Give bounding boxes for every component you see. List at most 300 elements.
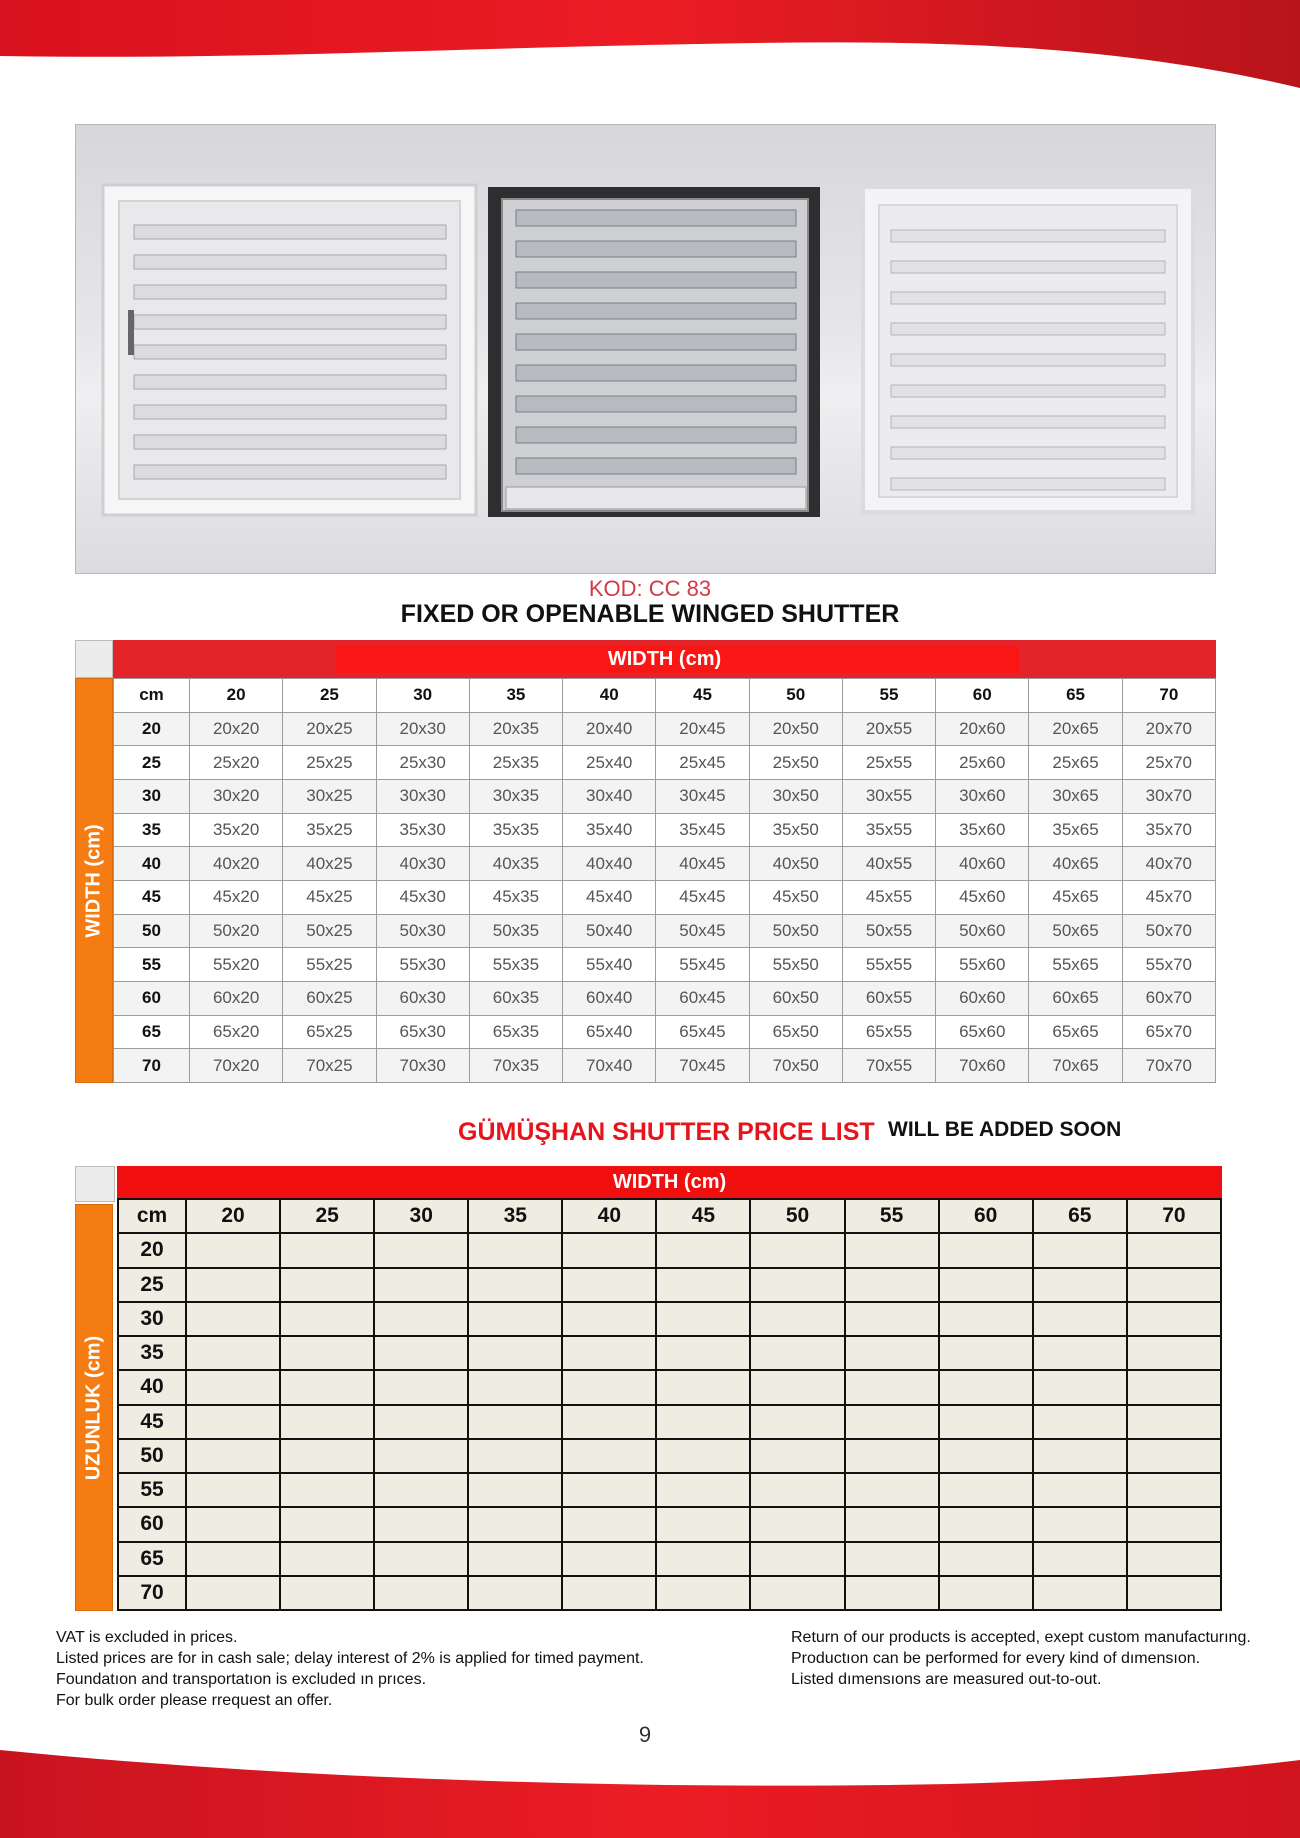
price-cell [186,1405,280,1439]
notes-right [791,1627,1251,1690]
price-grid [117,1198,1222,1611]
shutter-slat [134,345,446,359]
size-cell: 35x60 [936,813,1029,847]
size-cell: 45x35 [469,880,562,914]
size-cell: 45x55 [842,880,935,914]
table-row [118,1473,1221,1507]
size-cell: 50x20 [190,914,283,948]
price-cell [186,1507,280,1541]
size-cell: 55x50 [749,948,842,982]
size-cell: 45x65 [1029,880,1122,914]
size-cell: 65x25 [283,1015,376,1049]
size-cell: 65x60 [936,1015,1029,1049]
row-header: 20 [118,1233,186,1267]
corner-cell: cm [114,679,190,713]
price-cell [280,1405,374,1439]
price-cell [845,1336,939,1370]
price-cell [1127,1439,1221,1473]
size-cell: 55x35 [469,948,562,982]
note-line: Listed prices are for in cash sale; delay interest of 2% is applied for timed payment. [56,1650,644,1667]
shutter-middle-icon [488,187,820,517]
table-row [118,1405,1221,1439]
price-cell [656,1576,750,1610]
price-list-heading: GÜMÜŞHAN SHUTTER PRICE LIST [458,1118,875,1146]
price-cell [1033,1542,1127,1576]
shutter-slat [134,225,446,239]
column-header: 40 [562,1199,656,1233]
size-cell: 60x45 [656,981,749,1015]
size-cell: 35x70 [1122,813,1215,847]
table-row [118,1370,1221,1404]
price-cell [1127,1302,1221,1336]
price-cell [656,1370,750,1404]
price-cell [280,1336,374,1370]
price-cell [845,1370,939,1404]
price-cell [186,1370,280,1404]
price-cell [280,1370,374,1404]
price-cell [1033,1302,1127,1336]
price-cell [1033,1576,1127,1610]
price-cell [186,1439,280,1473]
column-header: 35 [468,1199,562,1233]
shutter-slat [891,292,1165,304]
price-cell [468,1302,562,1336]
price-cell [750,1439,844,1473]
shutter-slat [134,255,446,269]
size-cell: 65x50 [749,1015,842,1049]
size-cell: 60x40 [563,981,656,1015]
size-cell: 70x55 [842,1049,935,1083]
shutter-slat [134,405,446,419]
size-cell: 35x55 [842,813,935,847]
row-header: 60 [118,1507,186,1541]
size-cell: 55x70 [1122,948,1215,982]
size-cell: 65x35 [469,1015,562,1049]
size-cell: 25x25 [283,746,376,780]
size-cell: 40x35 [469,847,562,881]
size-cell: 45x50 [749,880,842,914]
size-cell: 40x50 [749,847,842,881]
bottom-red-band [0,1740,1300,1838]
price-cell [1127,1473,1221,1507]
row-header: 65 [118,1542,186,1576]
price-cell [186,1542,280,1576]
price-table-side-label: UZUNLUK (cm) [75,1204,113,1611]
table-row [114,914,1216,948]
price-cell [280,1439,374,1473]
price-cell [280,1507,374,1541]
price-cell [374,1439,468,1473]
row-header: 45 [114,880,190,914]
size-cell: 20x35 [469,712,562,746]
price-cell [750,1405,844,1439]
size-cell: 55x60 [936,948,1029,982]
price-cell [656,1233,750,1267]
price-cell [1033,1268,1127,1302]
column-header: 70 [1122,679,1215,713]
size-cell: 25x30 [376,746,469,780]
column-header: 60 [939,1199,1033,1233]
price-cell [374,1268,468,1302]
price-cell [1127,1507,1221,1541]
size-cell: 40x65 [1029,847,1122,881]
size-cell: 65x40 [563,1015,656,1049]
price-cell [1033,1507,1127,1541]
notes-left [56,1627,644,1711]
price-cell [1127,1336,1221,1370]
price-cell [939,1576,1033,1610]
size-cell: 30x60 [936,779,1029,813]
price-cell [845,1405,939,1439]
size-cell: 50x35 [469,914,562,948]
table-row [118,1576,1221,1610]
price-cell [186,1336,280,1370]
row-header: 55 [118,1473,186,1507]
size-cell: 55x40 [563,948,656,982]
size-cell: 20x60 [936,712,1029,746]
column-header: 45 [656,679,749,713]
size-cell: 30x55 [842,779,935,813]
price-cell [939,1439,1033,1473]
size-cell: 40x20 [190,847,283,881]
note-line: VAT is excluded in prices. [56,1629,238,1646]
table-row [118,1542,1221,1576]
row-header: 45 [118,1405,186,1439]
column-header: 30 [374,1199,468,1233]
column-header: 40 [563,679,656,713]
row-header: 35 [114,813,190,847]
product-title: FIXED OR OPENABLE WINGED SHUTTER [400,600,900,628]
size-cell: 35x30 [376,813,469,847]
price-cell [750,1268,844,1302]
price-cell [656,1405,750,1439]
table-row [114,779,1216,813]
price-cell [468,1439,562,1473]
price-cell [1127,1370,1221,1404]
size-cell: 25x70 [1122,746,1215,780]
column-header: 50 [749,679,842,713]
size-cell: 40x45 [656,847,749,881]
row-header: 25 [114,746,190,780]
shutter-slat [891,261,1165,273]
size-cell: 35x45 [656,813,749,847]
column-header: 55 [845,1199,939,1233]
column-header: 20 [186,1199,280,1233]
price-cell [1033,1336,1127,1370]
column-header: 65 [1033,1199,1127,1233]
price-cell [562,1439,656,1473]
table-row [118,1439,1221,1473]
price-cell [939,1370,1033,1404]
price-cell [280,1233,374,1267]
price-cell [468,1542,562,1576]
table-row [118,1233,1221,1267]
size-cell: 35x35 [469,813,562,847]
size-cell: 45x70 [1122,880,1215,914]
size-cell: 55x55 [842,948,935,982]
size-cell: 35x40 [563,813,656,847]
price-cell [1033,1405,1127,1439]
size-cell: 25x55 [842,746,935,780]
size-cell: 60x65 [1029,981,1122,1015]
price-cell [656,1507,750,1541]
price-cell [562,1576,656,1610]
row-header: 50 [114,914,190,948]
size-cell: 30x25 [283,779,376,813]
size-cell: 50x70 [1122,914,1215,948]
price-cell [280,1542,374,1576]
price-cell [656,1302,750,1336]
shutter-slat [516,334,796,350]
product-code: KOD: CC 83 [588,576,712,601]
shutter-left-icon [103,185,476,515]
size-cell: 55x65 [1029,948,1122,982]
size-cell: 65x70 [1122,1015,1215,1049]
column-header: 20 [190,679,283,713]
price-cell [750,1507,844,1541]
price-cell [750,1336,844,1370]
shutter-slat [516,396,796,412]
size-cell: 30x40 [563,779,656,813]
size-cell: 55x30 [376,948,469,982]
note-line: Return of our products is accepted, exept custom manufacturıng. [791,1629,1251,1646]
size-cell: 65x20 [190,1015,283,1049]
price-cell [280,1302,374,1336]
price-cell [468,1268,562,1302]
size-table [75,640,1216,1083]
shutter-slat [134,435,446,449]
table-row [118,1336,1221,1370]
table-row [118,1268,1221,1302]
size-cell: 30x30 [376,779,469,813]
price-cell [468,1233,562,1267]
size-cell: 40x40 [563,847,656,881]
size-cell: 40x55 [842,847,935,881]
size-cell: 60x60 [936,981,1029,1015]
price-cell [468,1405,562,1439]
row-header: 30 [118,1302,186,1336]
size-cell: 60x20 [190,981,283,1015]
product-photo [75,124,1216,574]
price-cell [1033,1370,1127,1404]
price-cell [939,1507,1033,1541]
price-cell [1127,1405,1221,1439]
column-header: 70 [1127,1199,1221,1233]
price-cell [374,1576,468,1610]
shutter-slat [516,365,796,381]
price-list-notice: WILL BE ADDED SOON [888,1118,1122,1141]
price-cell [656,1473,750,1507]
price-cell [750,1370,844,1404]
price-cell [186,1233,280,1267]
size-cell: 70x50 [749,1049,842,1083]
size-cell: 60x70 [1122,981,1215,1015]
price-cell [468,1370,562,1404]
price-cell [1127,1233,1221,1267]
price-cell [939,1542,1033,1576]
size-cell: 50x50 [749,914,842,948]
size-cell: 65x45 [656,1015,749,1049]
table-row [114,813,1216,847]
size-cell: 25x60 [936,746,1029,780]
price-table-header: WIDTH (cm) [117,1166,1222,1198]
size-cell: 25x65 [1029,746,1122,780]
size-cell: 50x25 [283,914,376,948]
size-cell: 70x30 [376,1049,469,1083]
shutter-slat [134,375,446,389]
size-cell: 35x20 [190,813,283,847]
note-line: Listed dımensıons are measured out-to-out. [791,1671,1102,1688]
size-cell: 50x55 [842,914,935,948]
size-cell: 70x60 [936,1049,1029,1083]
size-cell: 50x40 [563,914,656,948]
price-cell [562,1542,656,1576]
size-cell: 70x45 [656,1049,749,1083]
price-cell [374,1542,468,1576]
column-header: 30 [376,679,469,713]
price-cell [1033,1233,1127,1267]
size-table-header: WIDTH (cm) [113,640,1216,678]
size-cell: 20x65 [1029,712,1122,746]
price-cell [374,1507,468,1541]
price-cell [845,1542,939,1576]
price-cell [562,1336,656,1370]
size-cell: 20x70 [1122,712,1215,746]
row-header: 70 [114,1049,190,1083]
size-cell: 65x55 [842,1015,935,1049]
price-cell [1127,1576,1221,1610]
top-red-band [0,0,1300,90]
shutter-slat [891,447,1165,459]
size-cell: 55x45 [656,948,749,982]
column-header: 60 [936,679,1029,713]
row-header: 65 [114,1015,190,1049]
table-header-row [114,679,1216,713]
price-cell [374,1370,468,1404]
size-cell: 70x25 [283,1049,376,1083]
shutter-slat [891,385,1165,397]
row-header: 70 [118,1576,186,1610]
price-cell [845,1439,939,1473]
size-cell: 50x60 [936,914,1029,948]
size-cell: 60x55 [842,981,935,1015]
table-row [114,1049,1216,1083]
price-cell [939,1405,1033,1439]
shutter-slat [891,230,1165,242]
shutter-slat [516,241,796,257]
row-header: 60 [114,981,190,1015]
size-cell: 55x20 [190,948,283,982]
size-cell: 40x25 [283,847,376,881]
table-row [118,1302,1221,1336]
shutter-slat [891,323,1165,335]
price-cell [656,1542,750,1576]
price-cell [280,1576,374,1610]
size-cell: 40x60 [936,847,1029,881]
column-header: 25 [280,1199,374,1233]
price-cell [562,1302,656,1336]
size-cell: 45x25 [283,880,376,914]
size-table-side-label: WIDTH (cm) [75,678,113,1083]
shutter-slat [516,210,796,226]
row-header: 30 [114,779,190,813]
size-cell: 35x50 [749,813,842,847]
price-cell [374,1336,468,1370]
price-cell [845,1507,939,1541]
price-cell [750,1233,844,1267]
price-cell [468,1336,562,1370]
price-cell [939,1473,1033,1507]
size-cell: 20x40 [563,712,656,746]
table-row [114,847,1216,881]
size-cell: 30x45 [656,779,749,813]
row-header: 25 [118,1268,186,1302]
row-header: 40 [114,847,190,881]
size-cell: 20x30 [376,712,469,746]
price-cell [562,1507,656,1541]
price-cell [750,1473,844,1507]
shutter-slat [516,272,796,288]
column-header: 55 [842,679,935,713]
price-cell [186,1268,280,1302]
corner-cell: cm [118,1199,186,1233]
price-cell [656,1336,750,1370]
size-cell: 30x70 [1122,779,1215,813]
price-cell [1127,1268,1221,1302]
size-cell: 25x45 [656,746,749,780]
table-row [114,712,1216,746]
note-line: For bulk order please rrequest an offer. [56,1692,333,1709]
size-cell: 45x60 [936,880,1029,914]
size-cell: 45x40 [563,880,656,914]
price-cell [186,1473,280,1507]
size-cell: 45x45 [656,880,749,914]
size-cell: 40x70 [1122,847,1215,881]
size-cell: 70x20 [190,1049,283,1083]
size-cell: 20x55 [842,712,935,746]
price-cell [186,1576,280,1610]
size-cell: 25x35 [469,746,562,780]
size-cell: 50x65 [1029,914,1122,948]
size-cell: 55x25 [283,948,376,982]
table-corner [75,640,113,678]
column-header: 65 [1029,679,1122,713]
price-cell [1127,1542,1221,1576]
size-cell: 60x35 [469,981,562,1015]
column-header: 35 [469,679,562,713]
price-cell [939,1268,1033,1302]
price-cell [845,1576,939,1610]
size-cell: 60x25 [283,981,376,1015]
size-cell: 45x20 [190,880,283,914]
price-cell [374,1233,468,1267]
shutter-slat [516,427,796,443]
size-cell: 60x30 [376,981,469,1015]
price-cell [939,1233,1033,1267]
size-cell: 30x50 [749,779,842,813]
size-cell: 25x50 [749,746,842,780]
price-cell [374,1405,468,1439]
shutter-slat [134,285,446,299]
shutter-right-icon [863,187,1193,512]
price-cell [750,1302,844,1336]
column-header: 45 [656,1199,750,1233]
price-cell [562,1268,656,1302]
price-table [75,1166,1222,1611]
table-header-row [118,1199,1221,1233]
price-cell [750,1576,844,1610]
size-cell: 70x40 [563,1049,656,1083]
